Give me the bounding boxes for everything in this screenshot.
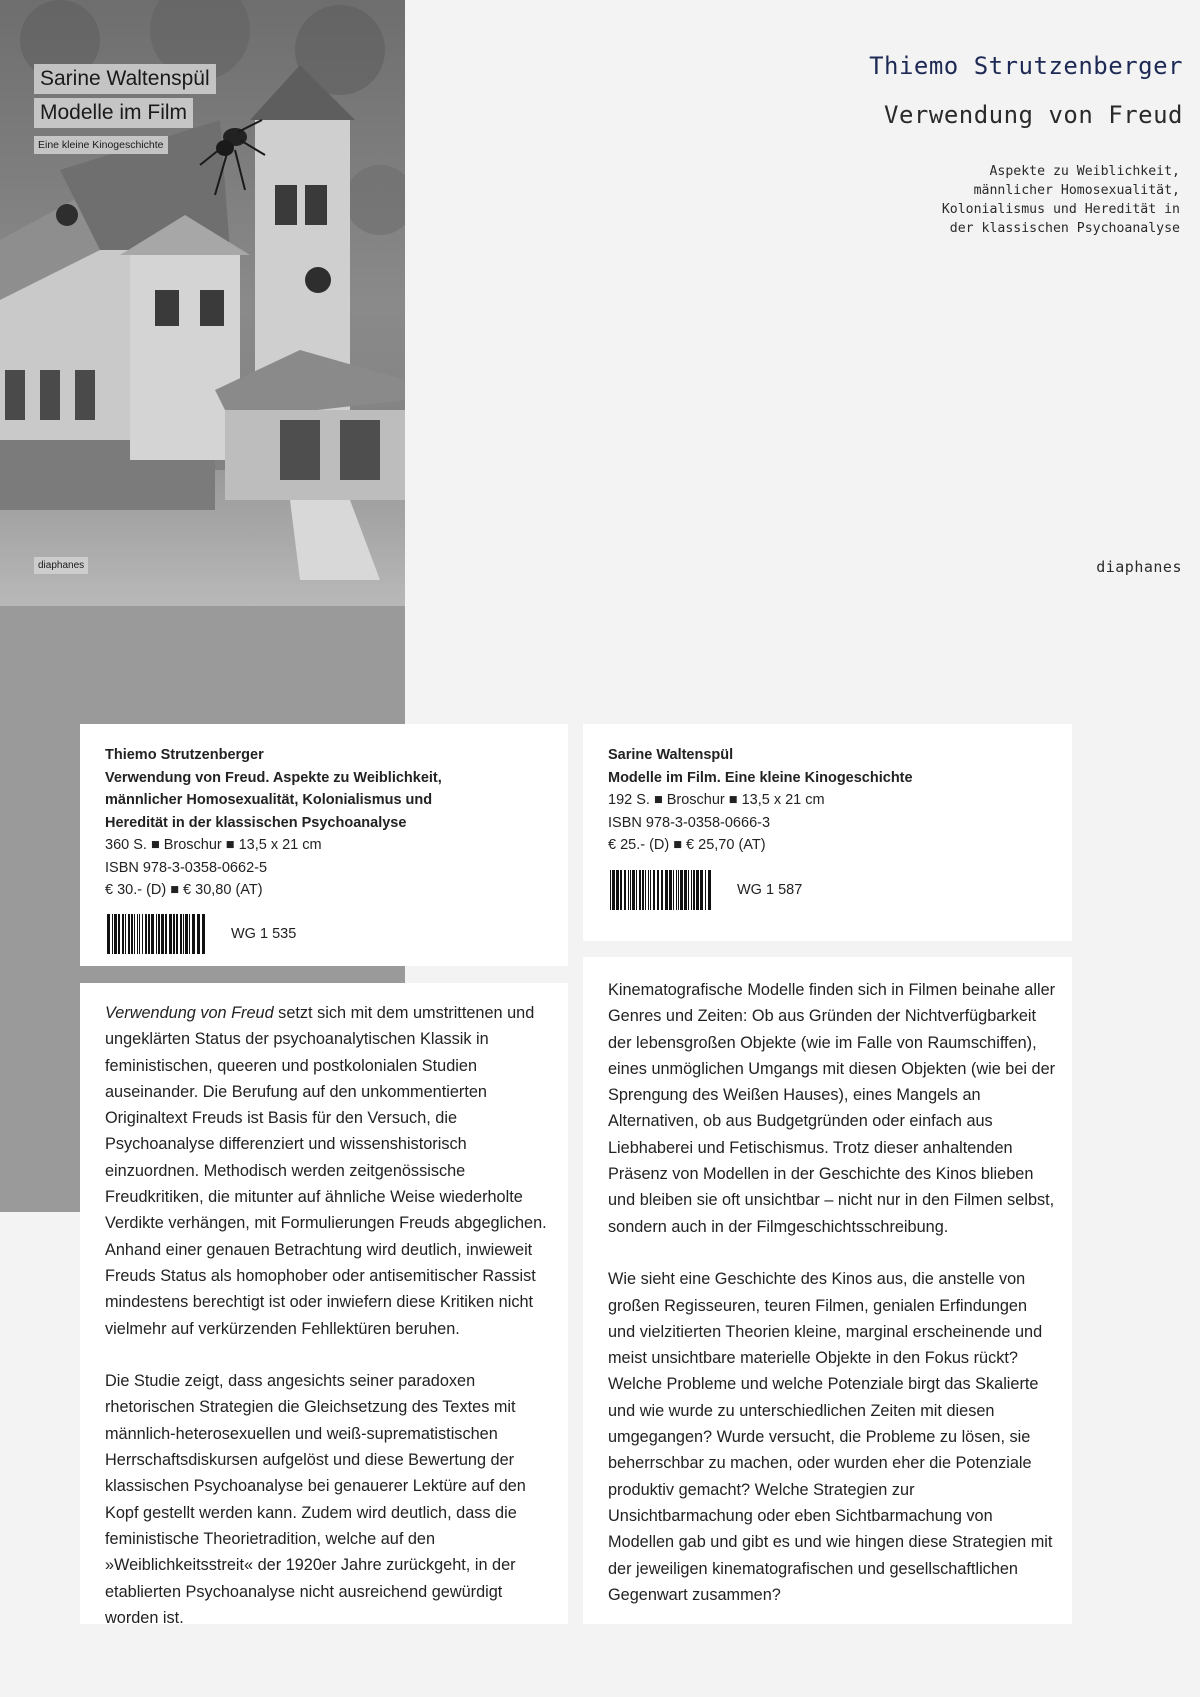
cover-author: Thiemo Strutzenberger bbox=[869, 52, 1183, 80]
description-text: setzt sich mit dem umstrittenen und ungeklärten Status der psychoanalytischen Klassik in feministischen, queeren und postkolonialen Studien auseinander. Die Berufung auf den unkommentierten Originaltext Freuds ist Basis für den Versuch, die Psychoanalyse differenziert und wissenshistorisch einzuordnen. Methodisch werden zeitgenössische Freudkritiken, die mitunter auf ähnliche Weise wiederholte Verdikte verhängen, mit Formulierungen Freuds abgeglichen. Anhand einer genauen Betrachtung wird deutlich, inwieweit Freuds Status als homophober oder antisemitischer Rassist mindestens berechtigt ist oder inwiefern diese Kritiken nicht vielmehr auf verkürzenden Fehllektüren beruhen. bbox=[105, 1004, 547, 1338]
info-wg: WG 1 535 bbox=[231, 925, 297, 942]
info-isbn: ISBN 978-3-0358-0666-3 bbox=[608, 814, 771, 831]
info-author: Thiemo Strutzenberger bbox=[105, 747, 264, 763]
info-isbn: ISBN 978-3-0358-0662-5 bbox=[105, 859, 268, 876]
book-description-waltenspuel bbox=[583, 957, 1072, 1624]
description-paragraph bbox=[105, 1000, 553, 1342]
barcode-row bbox=[107, 914, 296, 954]
barcode-row bbox=[610, 870, 802, 910]
description-paragraph: Die Studie zeigt, dass angesichts seiner paradoxen rhetorischen Strategien die Gleichsetzung des Textes mit männlich-heterosexuellen und weiß-suprematistischen Herrschaftsdiskursen aufgelöst und diese Bewertung der klassischen Psychoanalyse bei genauerer Lektüre auf den Kopf gestellt werden kann. Zudem wird deutlich, dass die feministische Theorietradition, welche auf den »Weiblichkeitsstreit« der 1920er Jahre zurückgeht, in der etablierten Psychoanalyse nicht ausreichend gewürdigt worden ist. bbox=[105, 1372, 526, 1627]
cover-title: Verwendung von Freud bbox=[884, 101, 1183, 129]
cover-subtitle-line: der klassischen Psychoanalyse bbox=[949, 221, 1180, 236]
barcode bbox=[107, 914, 207, 954]
description-paragraph: Wie sieht eine Geschichte des Kinos aus, die anstelle von großen Regisseuren, teuren Filmen, genialen Erfindungen und vielzitierten Theorien kleine, marginal erscheinende und meist unsichtbare materielle Objekte in den Fokus rückt? Welche Probleme und welche Potenziale birgt das Skalierte und wie wurde zu unterschiedlichen Zeiten mit diesen umgegangen? Wurde versucht, die Probleme zu lösen, sie beherrschbar zu machen, oder wurden eher die Potenziale produktiv gemacht? Welche Strategien zur Unsichtbarmachung oder eben Sichtbarmachung von Modellen gab und gibt es und wie hingen diese Strategien mit der jeweiligen kinematografischen und gesellschaftlichen Gegenwart zusammen? bbox=[608, 1270, 1053, 1604]
cover-subtitle-line: männlicher Homosexualität, bbox=[973, 183, 1180, 198]
info-specs: 192 S. ■ Broschur ■ 13,5 x 21 cm bbox=[608, 792, 825, 808]
book-description-strutzenberger bbox=[80, 983, 568, 1627]
barcode bbox=[610, 870, 713, 910]
info-author: Sarine Waltenspül bbox=[608, 747, 734, 763]
cover-subtitle-line: Aspekte zu Weiblichkeit, bbox=[989, 164, 1180, 179]
book-info-card-waltenspuel bbox=[583, 724, 1072, 941]
description-paragraph: Kinematografische Modelle finden sich in Filmen beinahe aller Genres und Zeiten: Ob aus Gründen der Nichtverfügbarkeit der lebensgroßen Objekte (wie im Falle von Raumschiffen), eines unmöglichen Umgangs mit diesen Objekten (wie bei der Sprengung des Weißen Hauses), eines Mangels an Alternativen, ob aus Budgetgründen oder einfach aus Liebhaberei und Fetischismus. Trotz dieser anhaltenden Präsenz von Modellen in der Geschichte des Kinos blieben und bleiben sie oft unsichtbar – nicht nur in den Filmen selbst, sondern auch in der Filmgeschichtsschreibung. bbox=[608, 981, 1056, 1236]
info-price: € 25.- (D) ■ € 25,70 (AT) bbox=[608, 837, 766, 853]
description-title-italic: Verwendung von Freud bbox=[105, 1004, 274, 1022]
cover-subtitle-line: Kolonialismus und Heredität in bbox=[941, 202, 1180, 217]
info-title-line: Heredität in der klassischen Psychoanalyse bbox=[105, 814, 407, 831]
book-info-card-strutzenberger bbox=[80, 724, 568, 966]
info-wg: WG 1 587 bbox=[737, 881, 803, 898]
info-specs: 360 S. ■ Broschur ■ 13,5 x 21 cm bbox=[105, 837, 322, 853]
info-title: Modelle im Film. Eine kleine Kinogeschichte bbox=[608, 769, 913, 786]
info-price: € 30.- (D) ■ € 30,80 (AT) bbox=[105, 882, 263, 898]
cover-publisher: diaphanes bbox=[1096, 558, 1182, 576]
info-title-line: Verwendung von Freud. Aspekte zu Weiblichkeit, bbox=[105, 769, 442, 786]
cover-subtitle bbox=[820, 162, 1180, 238]
book-cover-waltenspuel: Sarine Waltenspül Modelle im Film Eine kleine Kinogeschichte diaphanes bbox=[0, 606, 405, 1212]
info-title-line: männlicher Homosexualität, Kolonialismus und bbox=[105, 792, 433, 808]
